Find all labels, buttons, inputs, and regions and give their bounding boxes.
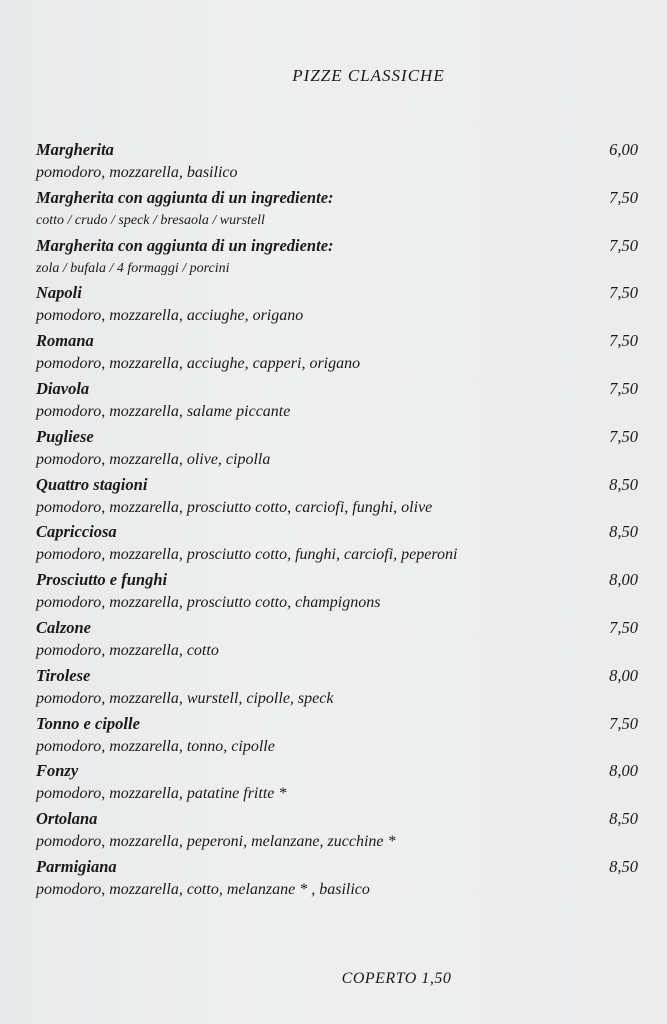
menu-item-fonzy [36,759,638,807]
menu-item-romana [36,329,638,377]
item-name: Ortolana [36,809,98,829]
menu-item-margherita-aggiunta-1 [36,186,638,234]
item-name: Margherita [36,140,114,159]
item-price: 8,50 [609,856,638,876]
item-price: 8,00 [609,570,638,590]
item-price: 7,50 [609,283,638,303]
item-name: Pugliese [36,426,94,446]
item-description: pomodoro, mozzarella, prosciutto cotto, carciofi, funghi, olive [36,498,433,516]
item-price: 8,00 [609,665,638,685]
item-name: Tonno e cipolle [36,713,140,733]
page-title: PIZZE CLASSICHE [292,66,445,85]
item-name: Capricciosa [36,522,117,542]
item-name: Fonzy [36,761,79,781]
item-description: pomodoro, mozzarella, tonno, cipolle [36,737,275,755]
menu-item-pugliese [36,425,638,473]
menu-item-margherita-aggiunta-2 [36,234,638,282]
item-name: Parmigiana [36,856,117,876]
item-description: pomodoro, mozzarella, prosciutto cotto, funghi, carciofi, peperoni [36,546,458,564]
item-name: Romana [36,331,94,351]
item-price: 7,50 [609,713,638,733]
item-description: pomodoro, mozzarella, acciughe, origano [36,307,304,325]
menu-item-diavola [36,377,638,425]
item-description: pomodoro, mozzarella, cotto [36,641,219,659]
cover-charge: COPERTO 1,50 [341,970,452,987]
item-name: Calzone [36,617,92,637]
item-name: Diavola [36,378,90,398]
item-description: zola / bufala / 4 formaggi / porcini [36,260,230,276]
item-description: cotto / crudo / speck / bresaola / wurstell [36,212,265,228]
item-price: 7,50 [609,235,638,255]
menu-list [36,138,638,903]
menu-item-tirolese [36,664,638,712]
item-price: 7,50 [609,187,638,207]
item-description: pomodoro, mozzarella, salame piccante [36,402,291,420]
menu-item-ortolana [36,807,638,855]
item-name: Margherita con aggiunta di un ingrediente: [36,187,334,207]
item-description: pomodoro, mozzarella, patatine fritte * [36,785,287,803]
menu-item-quattro-stagioni [36,473,638,521]
item-description: pomodoro, mozzarella, peperoni, melanzane, zucchine * [36,833,396,851]
menu-item-napoli [36,281,638,329]
menu-item-calzone [36,616,638,664]
item-description: pomodoro, mozzarella, basilico [36,164,238,181]
item-name: Quattro stagioni [36,474,148,494]
item-price: 8,00 [609,761,638,781]
item-name: Tirolese [36,665,91,685]
item-name: Margherita con aggiunta di un ingrediente: [36,235,334,255]
menu-item-prosciutto-e-funghi [36,568,638,616]
item-name: Napoli [36,283,82,303]
item-description: pomodoro, mozzarella, prosciutto cotto, champignons [36,594,381,612]
item-price: 7,50 [609,617,638,637]
item-description: pomodoro, mozzarella, cotto, melanzane * , basilico [36,880,370,898]
item-price: 7,50 [609,331,638,351]
item-description: pomodoro, mozzarella, wurstell, cipolle, speck [36,689,334,707]
item-description: pomodoro, mozzarella, olive, cipolla [36,450,271,468]
item-description: pomodoro, mozzarella, acciughe, capperi, origano [36,355,361,373]
item-price: 8,50 [609,474,638,494]
menu-item-margherita [36,138,638,186]
menu-item-capricciosa [36,520,638,568]
item-price: 7,50 [609,378,638,398]
item-price: 8,50 [609,522,638,542]
item-price: 8,50 [609,809,638,829]
menu-item-parmigiana [36,855,638,903]
item-price: 6,00 [609,140,638,159]
item-price: 7,50 [609,426,638,446]
item-name: Prosciutto e funghi [36,570,168,590]
menu-item-tonno-e-cipolle [36,712,638,760]
